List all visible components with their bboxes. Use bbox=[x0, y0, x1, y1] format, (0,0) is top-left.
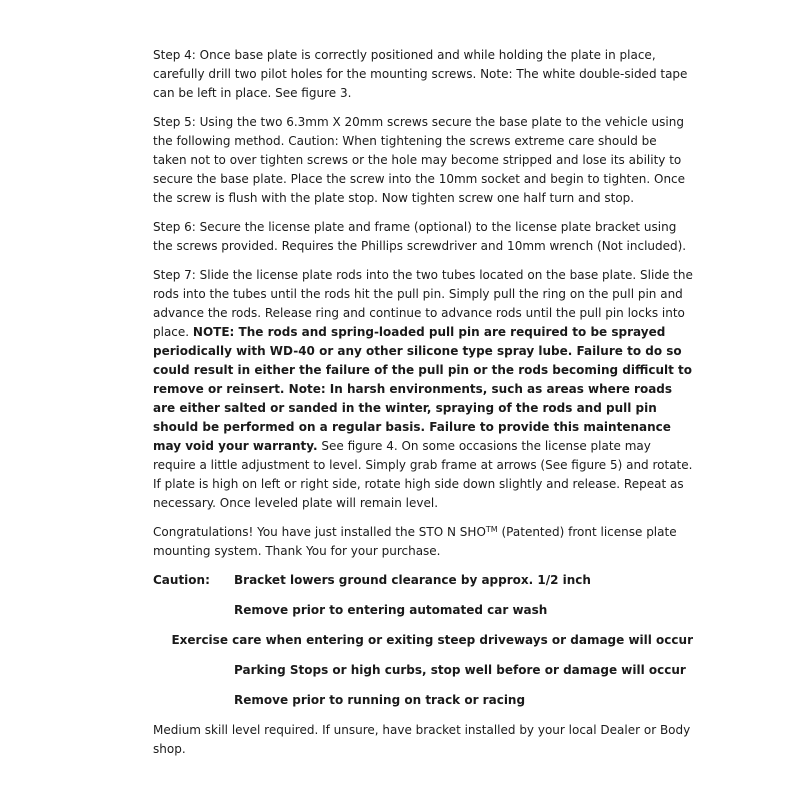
caution-item: Bracket lowers ground clearance by approx. 1/2 inch bbox=[234, 573, 591, 587]
step-7-paragraph bbox=[153, 266, 693, 513]
skill-level-note: Medium skill level required. If unsure, have bracket installed by your local Dealer or Body shop. bbox=[153, 723, 691, 756]
congratulations-paragraph bbox=[153, 523, 693, 561]
caution-row bbox=[153, 601, 693, 620]
caution-list bbox=[153, 571, 693, 710]
trademark-mark: TM bbox=[485, 525, 498, 534]
caution-row bbox=[153, 691, 693, 710]
document-body bbox=[153, 46, 693, 769]
caution-row bbox=[153, 571, 693, 590]
caution-row bbox=[153, 661, 693, 680]
caution-row bbox=[153, 631, 693, 650]
step-5-paragraph: Step 5: Using the two 6.3mm X 20mm screws secure the base plate to the vehicle using the following method. Caution: When tightening the screws extreme care should be taken not to over tighten screws or the hole may become stripped and lose its ability to secure the base plate. Place the screw into the 10mm socket and begin to tighten. Once the screw is flush with the plate stop. Now tighten screw one half turn and stop. bbox=[153, 115, 686, 205]
caution-item: Parking Stops or high curbs, stop well before or damage will occur bbox=[234, 663, 686, 677]
congrats-before: Congratulations! You have just installed the STO N SHO bbox=[153, 525, 486, 539]
congrats-after: (Patented) front license plate mounting system. Thank You for your purchase. bbox=[153, 525, 677, 558]
step-6-paragraph: Step 6: Secure the license plate and frame (optional) to the license plate bracket using the screws provided. Requires the Phillips screwdriver and 10mm wrench (Not included). bbox=[153, 220, 687, 253]
caution-item: Remove prior to running on track or racing bbox=[234, 693, 526, 707]
step-7-maintenance-note: NOTE: The rods and spring-loaded pull pin are required to be sprayed periodically with WD-40 or any other silicone type spray lube. Failure to do so could result in either the failure of the pull pin or the rods becoming difficult to remove or reinsert. Note: In harsh environments, such as areas where roads are either salted or sanded in the winter, spraying of the rods and pull pin should be performed on a regular basis. Failure to provide this maintenance may void your warranty. bbox=[153, 325, 693, 453]
step-7-end: See figure 4. On some occasions the license plate may require a little adjustment to level. Simply grab frame at arrows (See figure 5) and rotate. If plate is high on left or right side, rotate high side down slightly and release. Repeat as necessary. Once leveled plate will remain level. bbox=[153, 439, 693, 510]
step-4-paragraph: Step 4: Once base plate is correctly positioned and while holding the plate in place, carefully drill two pilot holes for the mounting screws. Note: The white double-sided tape can be left in place. See figure 3. bbox=[153, 48, 688, 100]
caution-item: Remove prior to entering automated car wash bbox=[234, 603, 548, 617]
caution-label: Caution: bbox=[153, 573, 210, 587]
step-7-intro: Step 7: Slide the license plate rods into the two tubes located on the base plate. Slide the rods into the tubes until the rods hit the pull pin. Simply pull the ring on the pull pin and advance the rods. Release ring and continue to advance rods until the pull pin locks into place. bbox=[153, 268, 693, 339]
caution-item: Exercise care when entering or exiting steep driveways or damage will occur bbox=[171, 633, 693, 647]
